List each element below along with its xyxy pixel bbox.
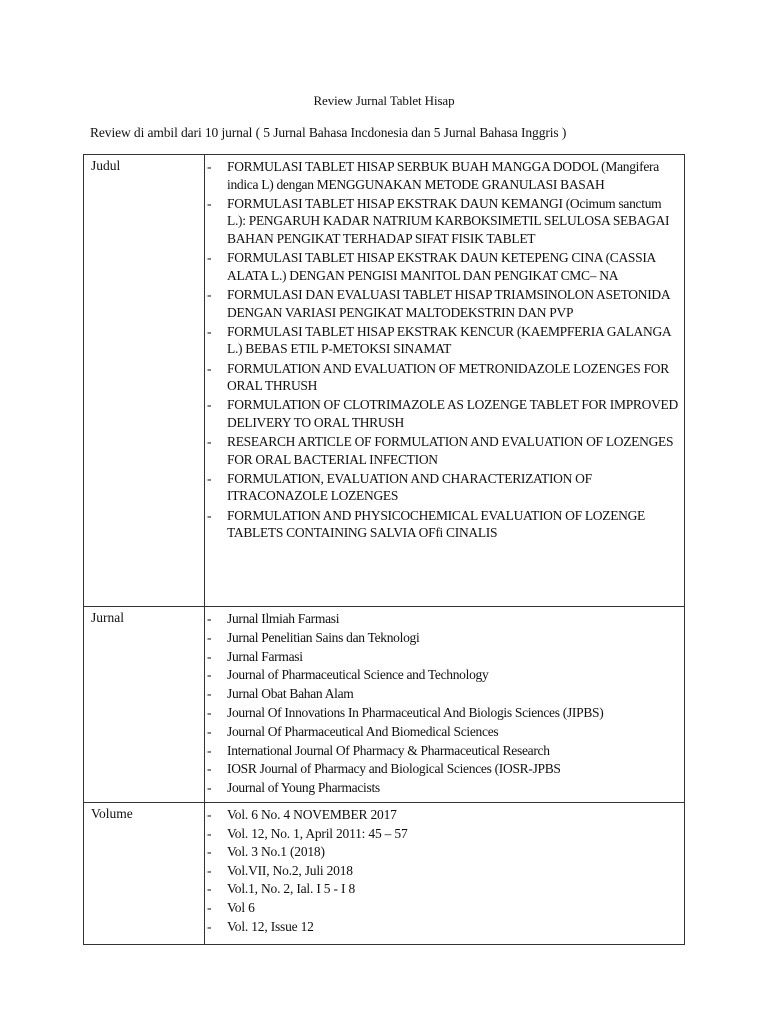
- row-content-jurnal: [205, 607, 685, 803]
- list-item-text: FORMULASI TABLET HISAP SERBUK BUAH MANGGA DODOL (Mangifera indica L) dengan MENGGUNAKAN METODE GRANULASI BASAH: [227, 159, 659, 192]
- list-item-text: FORMULATION, EVALUATION AND CHARACTERIZATION OF ITRACONAZOLE LOZENGES: [227, 470, 592, 504]
- list-item-text: Vol.1, No. 2, Ial. I 5 - I 8: [227, 881, 356, 897]
- list-item: [205, 286, 678, 321]
- bullet-dash: -: [207, 686, 212, 702]
- list-item: [205, 806, 678, 825]
- list-item: [205, 742, 678, 761]
- list-item: [205, 666, 678, 685]
- bullet-dash: -: [207, 667, 212, 683]
- list-item: [205, 723, 678, 742]
- list-item-text: Journal Of Innovations In Pharmaceutical And Biologis Sciences (JIPBS): [227, 704, 604, 720]
- bullet-dash: -: [207, 723, 212, 739]
- list-item-text: Vol 6: [227, 899, 255, 915]
- row-content-judul: [205, 155, 685, 607]
- bullet-dash: -: [207, 323, 212, 339]
- list-item-text: Vol. 3 No.1 (2018): [227, 844, 325, 860]
- review-table: [83, 154, 685, 945]
- list-item-text: Jurnal Ilmiah Farmasi: [227, 611, 340, 626]
- list-item-text: International Journal Of Pharmacy & Pharmaceutical Research: [227, 742, 550, 758]
- list-item-text: Journal of Pharmaceutical Science and Technology: [227, 667, 489, 683]
- list-item: [205, 249, 678, 284]
- list-item-text: Jurnal Farmasi: [227, 648, 303, 664]
- bullet-dash: -: [207, 881, 212, 897]
- bullet-dash: -: [207, 250, 212, 266]
- list-item-text: FORMULATION OF CLOTRIMAZOLE AS LOZENGE TABLET FOR IMPROVED DELIVERY TO ORAL THRUSH: [227, 397, 678, 430]
- list-item: [205, 396, 678, 431]
- list-item-text: Journal Of Pharmaceutical And Biomedical Sciences: [227, 723, 499, 739]
- bullet-dash: -: [207, 780, 212, 796]
- list-item: [205, 648, 678, 667]
- list-item-text: Jurnal Obat Bahan Alam: [227, 686, 354, 702]
- list-item: [205, 880, 678, 899]
- bullet-dash: -: [207, 862, 212, 878]
- list-item: [205, 629, 678, 648]
- list-item: [205, 918, 678, 937]
- bullet-dash: -: [207, 742, 212, 758]
- list-item: [205, 610, 678, 629]
- bullet-dash: -: [207, 611, 212, 626]
- list-item: [205, 433, 678, 468]
- list-item-text: FORMULATION AND PHYSICOCHEMICAL EVALUATION OF LOZENGE TABLETS CONTAINING SALVIA OFfi CINALIS: [227, 507, 645, 541]
- bullet-dash: -: [207, 286, 212, 302]
- bullet-dash: -: [207, 806, 212, 822]
- row-label-jurnal: Jurnal: [84, 607, 205, 803]
- list-item: [205, 843, 678, 862]
- bullet-dash: -: [207, 918, 212, 934]
- list-item-text: Vol. 12, Issue 12: [227, 918, 314, 934]
- list-item: [205, 760, 678, 779]
- list-item-text: Jurnal Penelitian Sains dan Teknologi: [227, 629, 420, 645]
- table-row-judul: [84, 155, 685, 607]
- list-item: [205, 685, 678, 704]
- bullet-dash: -: [207, 470, 212, 486]
- bullet-dash: -: [207, 704, 212, 720]
- item-list: [205, 158, 678, 542]
- list-item: [205, 704, 678, 723]
- table-row-jurnal: [84, 607, 685, 803]
- list-item: [205, 779, 678, 798]
- bullet-dash: -: [207, 825, 212, 841]
- item-list: [205, 806, 678, 936]
- bullet-dash: -: [207, 434, 212, 450]
- bullet-dash: -: [207, 159, 212, 174]
- list-item: [205, 507, 678, 542]
- bullet-dash: -: [207, 397, 212, 413]
- list-item: [205, 825, 678, 844]
- list-item-text: FORMULASI TABLET HISAP EKSTRAK DAUN KEMANGI (Ocimum sanctum L.): PENGARUH KADAR NATRIUM KARBOKSIMETIL SELULOSA SEBAGAI BAHAN PENGIKAT TERHADAP SIFAT FISIK TABLET: [227, 195, 670, 246]
- row-label-judul: Judul: [84, 155, 205, 607]
- list-item-text: FORMULASI DAN EVALUASI TABLET HISAP TRIAMSINOLON ASETONIDA DENGAN VARIASI PENGIKAT MALTODEKSTRIN DAN PVP: [227, 286, 670, 320]
- list-item-text: Journal of Young Pharmacists: [227, 780, 380, 796]
- list-item: [205, 862, 678, 881]
- list-item-text: Vol.VII, No.2, Juli 2018: [227, 862, 353, 878]
- list-item: [205, 158, 678, 193]
- list-item: [205, 195, 678, 248]
- list-item-text: FORMULATION AND EVALUATION OF METRONIDAZOLE LOZENGES FOR ORAL THRUSH: [227, 360, 669, 394]
- item-list: [205, 610, 678, 798]
- table-row-volume: [84, 802, 685, 944]
- intro-text: Review di ambil dari 10 jurnal ( 5 Jurnal Bahasa Incdonesia dan 5 Jurnal Bahasa Inggris ): [90, 125, 567, 140]
- list-item-text: Vol. 6 No. 4 NOVEMBER 2017: [227, 806, 397, 822]
- bullet-dash: -: [207, 899, 212, 915]
- bullet-dash: -: [207, 761, 212, 777]
- list-item-text: RESEARCH ARTICLE OF FORMULATION AND EVALUATION OF LOZENGES FOR ORAL BACTERIAL INFECTION: [227, 434, 674, 467]
- list-item-text: Vol. 12, No. 1, April 2011: 45 – 57: [227, 825, 408, 841]
- bullet-dash: -: [207, 360, 212, 376]
- row-content-volume: [205, 802, 685, 944]
- list-item-text: IOSR Journal of Pharmacy and Biological Sciences (IOSR-JPBS: [227, 761, 561, 777]
- bullet-dash: -: [207, 648, 212, 664]
- list-item: [205, 899, 678, 918]
- list-item: [205, 470, 678, 505]
- list-item-text: FORMULASI TABLET HISAP EKSTRAK DAUN KETEPENG CINA (CASSIA ALATA L.) DENGAN PENGISI MANITOL DAN PENGIKAT CMC– NA: [227, 250, 656, 283]
- bullet-dash: -: [207, 844, 212, 860]
- list-item: [205, 323, 678, 358]
- bullet-dash: -: [207, 507, 212, 523]
- list-item: [205, 360, 678, 395]
- row-label-volume: Volume: [84, 802, 205, 944]
- document-title: Review Jurnal Tablet Hisap: [313, 93, 455, 108]
- bullet-dash: -: [207, 629, 212, 645]
- bullet-dash: -: [207, 195, 212, 211]
- list-item-text: FORMULASI TABLET HISAP EKSTRAK KENCUR (KAEMPFERIA GALANGA L.) BEBAS ETIL P-METOKSI SINAMAT: [227, 323, 671, 357]
